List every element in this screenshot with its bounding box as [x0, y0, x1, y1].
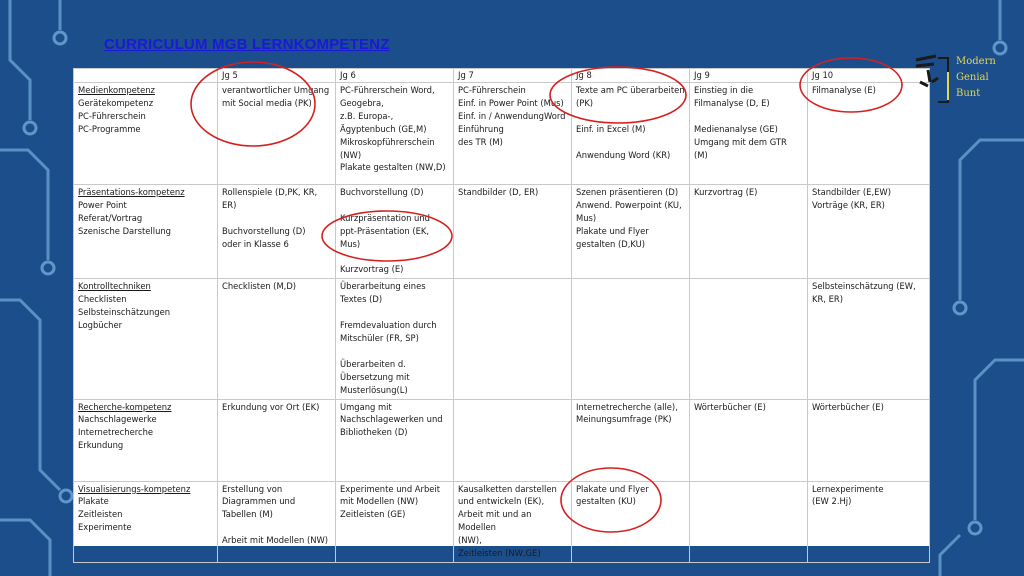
table-row — [74, 83, 930, 185]
row-label-cell — [74, 83, 218, 185]
row-label-cell — [74, 185, 218, 279]
table-cell: Experimente und Arbeit mit Modellen (NW) Zeitleisten (GE) — [336, 481, 454, 562]
table-cell: Lernexperimente (EW 2.Hj) — [808, 481, 930, 562]
table-row — [74, 185, 930, 279]
header-cell-jg5: Jg 5 — [218, 69, 336, 83]
row-subtitle: Plakate Zeitleisten Experimente — [78, 496, 132, 533]
table-cell: Rollenspiele (D,PK, KR, ER) Buchvorstellung (D) oder in Klasse 6 — [218, 185, 336, 279]
table-cell: Szenen präsentieren (D) Anwend. Powerpoint (KU, Mus) Plakate und Flyer gestalten (D,KU) — [572, 185, 690, 279]
logo-line: Genial — [956, 72, 989, 83]
table-cell — [572, 279, 690, 399]
table-row — [74, 481, 930, 562]
table-cell: Filmanalyse (E) — [808, 83, 930, 185]
table-cell: Einstieg in die Filmanalyse (D, E) Medienanalyse (GE) Umgang mit dem GTR (M) — [690, 83, 808, 185]
table-cell: Überarbeitung eines Textes (D) Fremdevaluation durch Mitschüler (FR, SP) Überarbeiten d. Übersetzung mit Musterlösung(L) — [336, 279, 454, 399]
row-title: Medienkompetenz — [78, 85, 155, 95]
row-subtitle: Checklisten Selbsteinschätzungen Logbücher — [78, 294, 171, 331]
table-cell: Erstellung von Diagrammen und Tabellen (M) Arbeit mit Modellen (NW) — [218, 481, 336, 562]
row-label-cell — [74, 481, 218, 562]
row-title: Recherche-kompetenz — [78, 401, 172, 412]
table-cell: Internetrecherche (alle), Meinungsumfrage (PK) — [572, 399, 690, 481]
header-cell-jg6: Jg 6 — [336, 69, 454, 83]
page-title: CURRICULUM MGB LERNKOMPETENZ — [104, 36, 390, 53]
table-cell: Plakate und Flyer gestalten (KU) — [572, 481, 690, 562]
row-subtitle: Nachschlagewerke Internetrecherche Erkundung — [78, 414, 157, 451]
header-cell-jg8: Jg 8 — [572, 69, 690, 83]
table-cell: Umgang mit Nachschlagewerken und Bibliotheken (D) — [336, 399, 454, 481]
header-cell-jg9: Jg 9 — [690, 69, 808, 83]
table-cell: Kausalketten darstellen und entwickeln (EK), Arbeit mit und an Modellen (NW), Zeitleisten (NW,GE) — [454, 481, 572, 562]
table-row — [74, 399, 930, 481]
table-cell — [690, 481, 808, 562]
row-label-cell — [74, 399, 218, 481]
row-title: Präsentations-kompetenz — [78, 187, 185, 197]
table-cell: Wörterbücher (E) — [808, 399, 930, 481]
row-label-cell — [74, 279, 218, 399]
table-cell: Selbsteinschätzung (EW, KR, ER) — [808, 279, 930, 399]
logo-line: Modern — [956, 56, 996, 67]
row-subtitle: Power Point Referat/Vortrag Szenische Darstellung — [78, 199, 172, 236]
curriculum-table — [73, 68, 929, 559]
header-row — [74, 69, 930, 83]
table-cell: verantwortlicher Umgang mit Social media (PK) — [218, 83, 336, 185]
row-title: Kontrolltechniken — [78, 281, 151, 292]
table-cell — [454, 279, 572, 399]
table-cell: PC-Führerschein Einf. in Power Point (Mus) Einf. in / AnwendungWord Einführung des TR (M) — [454, 83, 572, 185]
table-cell: Checklisten (M,D) — [218, 279, 336, 399]
table-cell: Standbilder (D, ER) — [454, 185, 572, 279]
header-cell-jg7: Jg 7 — [454, 69, 572, 83]
table-cell: Texte am PC überarbeiten (PK) Einf. in Excel (M) Anwendung Word (KR) — [572, 83, 690, 185]
table-cell: Erkundung vor Ort (EK) — [218, 399, 336, 481]
table-cell: Wörterbücher (E) — [690, 399, 808, 481]
table-cell: Kurzvortrag (E) — [690, 185, 808, 279]
table-row — [74, 279, 930, 399]
table-cell: PC-Führerschein Word, Geogebra, z.B. Europa-, Ägyptenbuch (GE,M) Mikroskopführerschein (NW) Plakate gestalten (NW,D) — [336, 83, 454, 185]
table-cell — [454, 399, 572, 481]
logo-text — [956, 54, 996, 102]
header-cell — [74, 69, 218, 83]
table-cell: Standbilder (E,EW) Vorträge (KR, ER) — [808, 185, 930, 279]
table-cell — [690, 279, 808, 399]
row-title: Visualisierungs-kompetenz — [78, 483, 191, 494]
table-cell: Buchvorstellung (D) Kurzpräsentation und ppt-Präsentation (EK, Mus) Kurzvortrag (E) — [336, 185, 454, 279]
row-subtitle: Gerätekompetenz PC-Führerschein PC-Programme — [78, 97, 154, 134]
header-cell-jg10: Jg 10 — [808, 69, 930, 83]
logo-line: Bunt — [956, 88, 981, 99]
